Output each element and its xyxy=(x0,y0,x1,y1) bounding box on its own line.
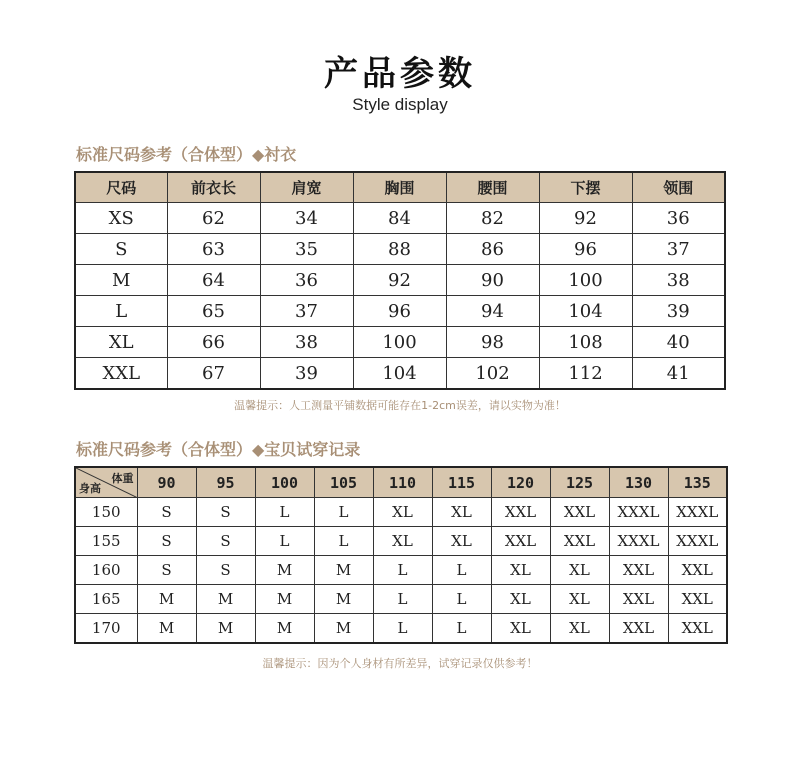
section1-note: 温馨提示：人工测量平铺数据可能存在1-2cm误差，请以实物为准！ xyxy=(234,399,566,412)
table-cell: M xyxy=(314,614,373,644)
weight-column-header: 125 xyxy=(550,467,609,498)
table-cell: XL xyxy=(491,556,550,585)
table-cell: XXL xyxy=(550,498,609,527)
page-subtitle: Style display xyxy=(352,95,448,114)
table-cell: S xyxy=(137,527,196,556)
table-cell: XXL xyxy=(491,527,550,556)
table-cell: XXL xyxy=(609,614,668,644)
table-cell: S xyxy=(137,498,196,527)
table-cell: XXXL xyxy=(668,498,727,527)
weight-column-header: 130 xyxy=(609,467,668,498)
table-cell: M xyxy=(314,556,373,585)
size-chart-column-header: 尺码 xyxy=(75,172,167,203)
table-cell: XL xyxy=(432,498,491,527)
table-cell: 92 xyxy=(539,203,632,234)
table-cell: XXXL xyxy=(609,498,668,527)
table-cell: 62 xyxy=(167,203,260,234)
table-cell: XXL xyxy=(609,585,668,614)
table-cell: 35 xyxy=(260,234,353,265)
weight-column-header: 90 xyxy=(137,467,196,498)
table-cell: L xyxy=(373,614,432,644)
table-cell: 108 xyxy=(539,327,632,358)
weight-column-header: 105 xyxy=(314,467,373,498)
table-cell: L xyxy=(432,556,491,585)
table-cell: 84 xyxy=(353,203,446,234)
table-cell: S xyxy=(75,234,167,265)
table-cell: S xyxy=(196,498,255,527)
table-cell: 36 xyxy=(632,203,725,234)
table-cell: XL xyxy=(550,556,609,585)
fit-record-table xyxy=(74,466,728,644)
table-cell: L xyxy=(314,498,373,527)
table-cell: XXL xyxy=(491,498,550,527)
table-cell: L xyxy=(314,527,373,556)
table-cell: 102 xyxy=(446,358,539,390)
corner-cell xyxy=(75,467,137,498)
table-cell: S xyxy=(137,556,196,585)
table-cell: XXL xyxy=(550,527,609,556)
size-chart-column-header: 下摆 xyxy=(539,172,632,203)
table-row xyxy=(75,296,725,327)
table-cell: 41 xyxy=(632,358,725,390)
table-cell: M xyxy=(314,585,373,614)
table-cell: XL xyxy=(491,614,550,644)
table-cell: 65 xyxy=(167,296,260,327)
section1-title: 标准尺码参考（合体型）◆衬衣 xyxy=(76,145,297,164)
size-chart-body xyxy=(75,203,725,390)
weight-column-header: 135 xyxy=(668,467,727,498)
table-cell: XS xyxy=(75,203,167,234)
table-cell: S xyxy=(196,556,255,585)
size-chart-column-header: 前衣长 xyxy=(167,172,260,203)
size-chart-table xyxy=(74,171,726,390)
size-chart-column-header: 胸围 xyxy=(353,172,446,203)
table-row xyxy=(75,498,727,527)
size-chart-column-header: 肩宽 xyxy=(260,172,353,203)
table-cell: M xyxy=(75,265,167,296)
table-cell: M xyxy=(255,614,314,644)
size-chart-column-header: 腰围 xyxy=(446,172,539,203)
weight-column-header: 110 xyxy=(373,467,432,498)
table-cell: 38 xyxy=(632,265,725,296)
table-cell: 67 xyxy=(167,358,260,390)
size-chart-header-row xyxy=(75,172,725,203)
table-cell: XL xyxy=(491,585,550,614)
table-cell: 40 xyxy=(632,327,725,358)
corner-weight-label: 体重 xyxy=(111,472,134,485)
table-cell: 86 xyxy=(446,234,539,265)
height-row-header: 165 xyxy=(75,585,137,614)
table-cell: 96 xyxy=(539,234,632,265)
table-row xyxy=(75,614,727,644)
table-row xyxy=(75,358,725,390)
table-cell: 104 xyxy=(539,296,632,327)
table-cell: 39 xyxy=(260,358,353,390)
table-cell: 39 xyxy=(632,296,725,327)
table-cell: 98 xyxy=(446,327,539,358)
table-cell: M xyxy=(196,614,255,644)
table-cell: XXL xyxy=(609,556,668,585)
table-cell: M xyxy=(255,585,314,614)
table-cell: 92 xyxy=(353,265,446,296)
table-cell: M xyxy=(255,556,314,585)
table-cell: S xyxy=(196,527,255,556)
table-cell: 63 xyxy=(167,234,260,265)
section2-title: 标准尺码参考（合体型）◆宝贝试穿记录 xyxy=(76,440,361,459)
fit-record-header-row xyxy=(75,467,727,498)
table-cell: XXL xyxy=(668,614,727,644)
table-cell: 66 xyxy=(167,327,260,358)
table-cell: 88 xyxy=(353,234,446,265)
table-cell: XXL xyxy=(75,358,167,390)
table-cell: L xyxy=(255,527,314,556)
table-cell: 90 xyxy=(446,265,539,296)
weight-column-header: 100 xyxy=(255,467,314,498)
table-cell: M xyxy=(137,585,196,614)
section2-note: 温馨提示：因为个人身材有所差异，试穿记录仅供参考！ xyxy=(262,657,538,670)
table-cell: L xyxy=(432,614,491,644)
table-cell: 64 xyxy=(167,265,260,296)
fit-record-body xyxy=(75,498,727,644)
table-cell: L xyxy=(373,556,432,585)
table-cell: 37 xyxy=(632,234,725,265)
table-cell: 104 xyxy=(353,358,446,390)
table-cell: L xyxy=(373,585,432,614)
table-cell: 100 xyxy=(353,327,446,358)
table-cell: L xyxy=(75,296,167,327)
table-row xyxy=(75,327,725,358)
table-cell: 96 xyxy=(353,296,446,327)
table-row xyxy=(75,265,725,296)
page-title: 产品参数 xyxy=(324,54,476,94)
table-row xyxy=(75,585,727,614)
table-cell: 34 xyxy=(260,203,353,234)
table-cell: XXXL xyxy=(609,527,668,556)
table-cell: M xyxy=(137,614,196,644)
height-row-header: 150 xyxy=(75,498,137,527)
corner-height-label: 身高 xyxy=(79,482,101,495)
table-cell: XL xyxy=(432,527,491,556)
table-cell: 100 xyxy=(539,265,632,296)
table-row xyxy=(75,527,727,556)
weight-column-header: 115 xyxy=(432,467,491,498)
table-row xyxy=(75,203,725,234)
table-row xyxy=(75,234,725,265)
table-cell: XXXL xyxy=(668,527,727,556)
table-cell: 82 xyxy=(446,203,539,234)
table-cell: 36 xyxy=(260,265,353,296)
size-chart-column-header: 领围 xyxy=(632,172,725,203)
height-row-header: 155 xyxy=(75,527,137,556)
table-cell: 38 xyxy=(260,327,353,358)
table-cell: 112 xyxy=(539,358,632,390)
table-cell: XL xyxy=(550,614,609,644)
table-cell: L xyxy=(255,498,314,527)
table-cell: XL xyxy=(373,527,432,556)
height-row-header: 160 xyxy=(75,556,137,585)
weight-column-header: 120 xyxy=(491,467,550,498)
table-cell: L xyxy=(432,585,491,614)
table-cell: XXL xyxy=(668,585,727,614)
table-cell: M xyxy=(196,585,255,614)
table-cell: XXL xyxy=(668,556,727,585)
weight-column-header: 95 xyxy=(196,467,255,498)
table-row xyxy=(75,556,727,585)
table-cell: 37 xyxy=(260,296,353,327)
table-cell: 94 xyxy=(446,296,539,327)
table-cell: XL xyxy=(75,327,167,358)
table-cell: XL xyxy=(550,585,609,614)
table-cell: XL xyxy=(373,498,432,527)
height-row-header: 170 xyxy=(75,614,137,644)
